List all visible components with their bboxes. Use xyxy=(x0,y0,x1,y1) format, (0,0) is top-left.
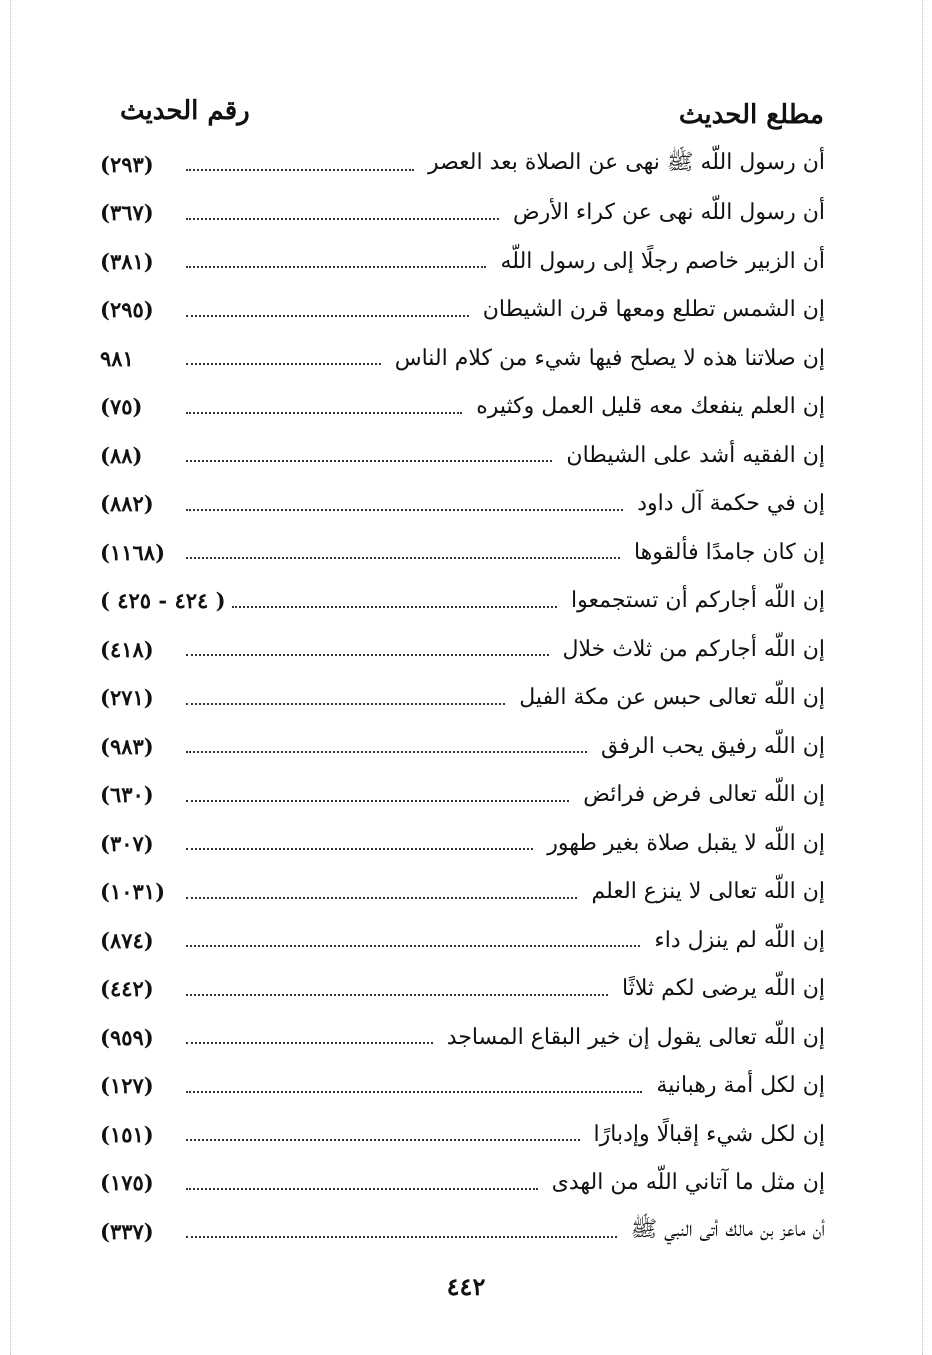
entry-number: (١٠٣١) xyxy=(100,879,165,905)
leader-dots xyxy=(186,509,623,511)
entry-text: إن اللّه يرضى لكم ثلاثًا xyxy=(622,976,825,1002)
entry-text: إن اللّه أجاركم أن تستجمعوا xyxy=(571,588,825,614)
entry-text: إن صلاتنا هذه لا يصلح فيها شيء من كلام الناس xyxy=(394,345,825,371)
index-header xyxy=(110,92,830,140)
entry-number: (٤٤٢) xyxy=(100,976,154,1002)
index-entry xyxy=(100,1062,825,1111)
entry-text: إن الشمس تطلع ومعها قرن الشيطان xyxy=(482,297,825,323)
index-entry xyxy=(100,868,825,917)
entry-text: إن اللّه تعالى فرض فرائض xyxy=(583,782,825,808)
entry-number: (٣٠٧) xyxy=(100,830,154,856)
index-entry xyxy=(100,383,825,432)
entry-text: إن اللّه تعالى يقول إن خير البقاع المساجد xyxy=(446,1024,825,1050)
leader-dots xyxy=(186,654,549,656)
entry-number: ( ٤٢٤ - ٤٢٥ ) xyxy=(100,588,226,614)
leader-dots xyxy=(186,751,587,753)
leader-dots xyxy=(186,218,499,220)
leader-dots xyxy=(186,266,486,268)
entry-text: إن اللّه أجاركم من ثلاث خلال xyxy=(562,636,825,662)
entry-text: إن لكل أمة رهبانية xyxy=(656,1073,825,1099)
index-entry xyxy=(100,431,825,480)
entry-text: إن كان جامدًا فألقوها xyxy=(633,539,825,565)
scan-edge-left xyxy=(10,0,11,1355)
hadith-opening-heading: مطلع الحديث xyxy=(678,100,824,130)
entry-number: (٩٨٣) xyxy=(100,733,154,759)
index-entry xyxy=(100,1159,825,1208)
entry-text: أن رسول اللّه ﷺ نهى عن الصلاة بعد العصر xyxy=(427,150,825,176)
page-number: ٤٤٢ xyxy=(446,1272,486,1301)
leader-dots xyxy=(186,897,577,899)
entry-number: (٨٨٢) xyxy=(100,491,154,517)
entry-text: إن اللّه تعالى حبس عن مكة الفيل xyxy=(519,685,825,711)
index-entry xyxy=(100,189,825,238)
entry-number: (١٧٥) xyxy=(100,1170,154,1196)
leader-dots xyxy=(186,412,462,414)
entry-text: أن رسول اللّه نهى عن كراء الأرض xyxy=(513,200,825,226)
leader-dots xyxy=(186,169,414,171)
entry-text: إن الفقيه أشد على الشيطان xyxy=(566,442,825,468)
entry-number: (٢٩٣) xyxy=(100,151,154,177)
entry-text: إن العلم ينفعك معه قليل العمل وكثيره xyxy=(476,394,825,420)
leader-dots xyxy=(186,703,505,705)
entry-text: إن في حكمة آل داود xyxy=(637,491,825,517)
scan-edge-right xyxy=(922,0,923,1355)
entry-number: (١٢٧) xyxy=(100,1073,154,1099)
index-entry xyxy=(100,334,825,383)
index-entry xyxy=(100,286,825,335)
index-entry xyxy=(100,577,825,626)
entry-number: (٤١٨) xyxy=(100,636,154,662)
index-entry xyxy=(100,674,825,723)
entry-text: إن اللّه لم ينزل داء xyxy=(654,927,825,953)
leader-dots xyxy=(186,848,533,850)
index-entry xyxy=(100,625,825,674)
leader-dots xyxy=(232,606,558,608)
entry-number: (٣٨١) xyxy=(100,248,154,274)
index-entry xyxy=(100,965,825,1014)
entry-number: (١٥١) xyxy=(100,1121,154,1147)
leader-dots xyxy=(186,363,381,365)
leader-dots xyxy=(186,1188,538,1190)
entry-number: (٨٨) xyxy=(100,442,143,468)
entry-number: (٢٧١) xyxy=(100,685,154,711)
entry-number: (٩٥٩) xyxy=(100,1024,154,1050)
entry-number: (٨٧٤) xyxy=(100,927,154,953)
entry-text: إن اللّه تعالى لا ينزع العلم xyxy=(591,879,825,905)
leader-dots xyxy=(186,994,608,996)
entry-text: أن الزبير خاصم رجلًا إلى رسول اللّه xyxy=(500,248,825,274)
hadith-number-heading: رقم الحديث xyxy=(120,96,250,126)
index-entry xyxy=(100,528,825,577)
index-entry xyxy=(100,480,825,529)
entry-text: إن مثل ما آتاني اللّه من الهدى xyxy=(551,1170,825,1196)
entry-number: (١١٦٨) xyxy=(100,539,165,565)
entry-number: (٦٣٠) xyxy=(100,782,154,808)
entry-text: إن اللّه رفيق يحب الرفق xyxy=(600,733,825,759)
entry-text: إن اللّه لا يقبل صلاة بغير طهور xyxy=(547,830,825,856)
entry-number: (٧٥) xyxy=(100,394,143,420)
index-entry xyxy=(100,237,825,286)
index-entries-list xyxy=(100,140,825,1256)
entry-text: أن ماعز بن مالك أتى النبي ﷺ xyxy=(630,1217,825,1243)
index-entry xyxy=(100,771,825,820)
leader-dots xyxy=(186,315,469,317)
entry-number: ٩٨١ xyxy=(100,345,134,371)
leader-dots xyxy=(186,1091,642,1093)
index-entry xyxy=(100,1110,825,1159)
index-entry xyxy=(100,916,825,965)
entry-text: إن لكل شيء إقبالًا وإدبارًا xyxy=(593,1121,825,1147)
index-entry xyxy=(100,1207,825,1256)
index-entry xyxy=(100,140,825,189)
leader-dots xyxy=(186,945,640,947)
leader-dots xyxy=(186,557,620,559)
leader-dots xyxy=(186,1042,433,1044)
leader-dots xyxy=(186,1139,580,1141)
index-entry xyxy=(100,819,825,868)
entry-number: (٣٣٧) xyxy=(100,1218,154,1244)
index-entry xyxy=(100,722,825,771)
leader-dots xyxy=(186,800,569,802)
leader-dots xyxy=(186,460,552,462)
entry-number: (٢٩٥) xyxy=(100,297,154,323)
index-entry xyxy=(100,1013,825,1062)
leader-dots xyxy=(186,1236,617,1238)
entry-number: (٣٦٧) xyxy=(100,200,154,226)
